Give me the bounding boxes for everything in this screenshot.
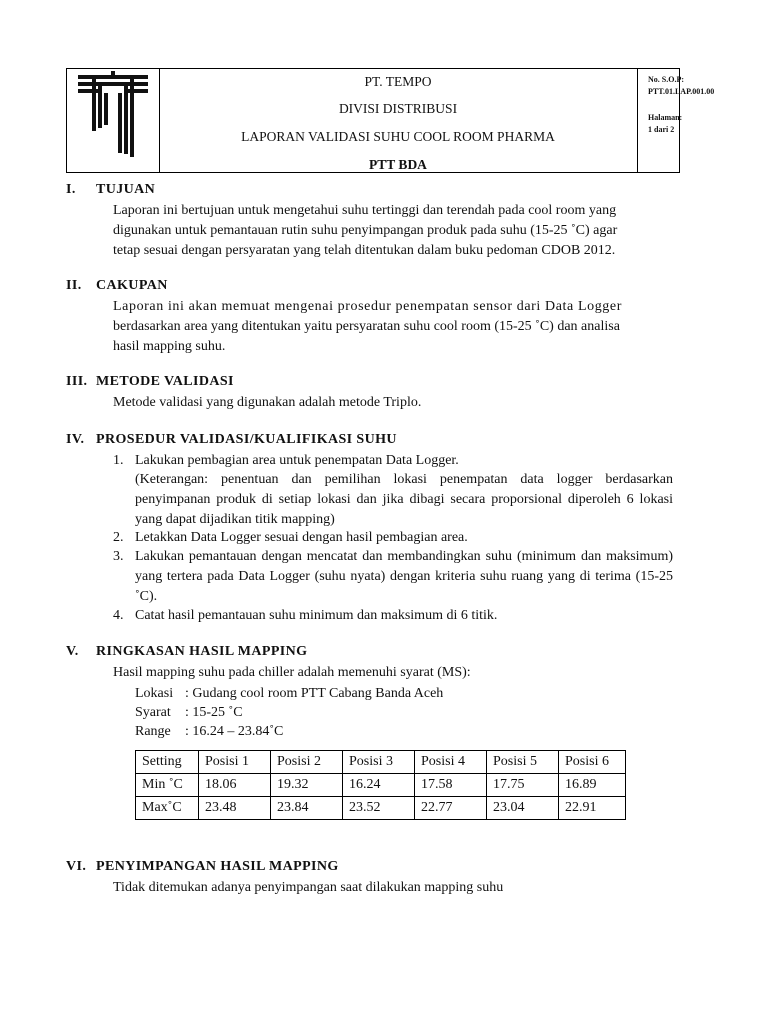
list-text: Catat hasil pemantauan suhu minimum dan maksimum di 6 titik. <box>135 608 498 623</box>
list-text: Lakukan pembagian area untuk penempatan Data Logger. <box>135 453 459 468</box>
report-title: LAPORAN VALIDASI SUHU COOL ROOM PHARMA <box>241 129 555 144</box>
section-number: II. <box>66 278 82 293</box>
company-logo <box>67 69 159 172</box>
logo-cell <box>67 69 160 172</box>
section-title: PENYIMPANGAN HASIL MAPPING <box>96 859 339 874</box>
section-prosedur-heading <box>66 432 397 448</box>
section-title: METODE VALIDASI <box>96 374 234 389</box>
table-cell: 23.04 <box>487 797 559 820</box>
list-text: Letakkan Data Logger sesuai dengan hasil pembagian area. <box>135 530 468 545</box>
table-header-cell: Posisi 3 <box>343 751 415 774</box>
table-header-cell: Posisi 1 <box>199 751 271 774</box>
syarat-label: Syarat <box>135 705 171 720</box>
table-header-cell: Setting <box>136 751 199 774</box>
lokasi-value: : Gudang cool room PTT Cabang Banda Aceh <box>185 686 444 701</box>
table-cell: 23.52 <box>343 797 415 820</box>
section-number: VI. <box>66 859 87 874</box>
section-cakupan-heading <box>66 278 168 294</box>
list-number: 4. <box>113 608 124 623</box>
document-header <box>66 68 715 173</box>
section-title: TUJUAN <box>96 182 156 197</box>
table-cell: 22.77 <box>415 797 487 820</box>
sop-number: PTT.01.LAP.001.00 <box>648 87 715 96</box>
tujuan-line-1: Laporan ini bertujuan untuk mengetahui suhu tertinggi dan terendah pada cool room yang <box>113 203 617 218</box>
list-number: 1. <box>113 453 124 468</box>
section-number: I. <box>66 182 76 197</box>
section-title: RINGKASAN HASIL MAPPING <box>96 644 308 659</box>
header-title-cell <box>159 69 638 172</box>
range-value: : 16.24 – 23.84˚C <box>185 724 284 739</box>
penyimpangan-line-1: Tidak ditemukan adanya penyimpangan saat dilakukan mapping suhu <box>113 880 504 895</box>
division-name: DIVISI DISTRIBUSI <box>338 101 458 116</box>
table-cell: 23.48 <box>199 797 271 820</box>
page-label: Halaman: <box>648 113 683 122</box>
section-metode-heading <box>66 374 234 390</box>
table-cell: Max˚C <box>136 797 199 820</box>
list-text: Lakukan pemantauan dengan mencatat dan membandingkan suhu (minimum dan maksimum) yang tertera pada Data Logger (suhu nyata) dengan kriteria suhu ruang yang di terima (15-25 ˚C). <box>135 549 673 604</box>
sop-label: No. S.O.P: <box>648 75 684 84</box>
table-header-cell: Posisi 5 <box>487 751 559 774</box>
syarat-value: : 15-25 ˚C <box>185 705 243 720</box>
table-cell: Min ˚C <box>136 774 199 797</box>
table-cell: 19.32 <box>271 774 343 797</box>
table-cell: 16.24 <box>343 774 415 797</box>
list-item <box>113 606 673 626</box>
section-penyimpangan-heading <box>66 859 339 875</box>
page-value: 1 dari 2 <box>648 125 675 134</box>
company-name: PT. TEMPO <box>364 74 432 89</box>
section-title: CAKUPAN <box>96 278 168 293</box>
sop-cell <box>638 69 715 172</box>
table-cell: 17.58 <box>415 774 487 797</box>
table-row <box>136 797 626 820</box>
table-header-cell: Posisi 2 <box>271 751 343 774</box>
branch-name: PTT BDA <box>369 157 427 172</box>
range-label: Range <box>135 724 171 739</box>
table-cell: 18.06 <box>199 774 271 797</box>
lokasi-label: Lokasi <box>135 686 174 701</box>
section-number: III. <box>66 374 88 389</box>
tujuan-line-3: tetap sesuai dengan persyaratan yang telah ditentukan dalam buku pedoman CDOB 2012. <box>113 243 616 258</box>
list-text: (Keterangan: penentuan dan pemilihan lokasi penempatan data logger berdasarkan penyimpanan produk di setiap lokasi dan jika dibagi secara proporsional diperoleh 6 lokasi yang dapat dijadikan titik mapping) <box>135 472 673 527</box>
table-header-row <box>136 751 626 774</box>
section-number: IV. <box>66 432 85 447</box>
section-number: V. <box>66 644 79 659</box>
table-header-cell: Posisi 6 <box>559 751 626 774</box>
section-title: PROSEDUR VALIDASI/KUALIFIKASI SUHU <box>96 432 397 447</box>
cakupan-line-1: Laporan ini akan memuat mengenai prosedur penempatan sensor dari Data Logger <box>113 299 622 314</box>
list-item <box>113 451 673 471</box>
list-item <box>113 528 673 548</box>
list-item <box>113 547 673 607</box>
table-cell: 16.89 <box>559 774 626 797</box>
table-cell: 17.75 <box>487 774 559 797</box>
section-ringkasan-heading <box>66 644 307 660</box>
list-item-note <box>113 470 673 530</box>
table-row <box>136 774 626 797</box>
table-cell: 23.84 <box>271 797 343 820</box>
tujuan-line-2: digunakan untuk pemantauan rutin suhu penyimpangan produk pada suhu (15-25 ˚C) agar <box>113 223 618 238</box>
table-header-cell: Posisi 4 <box>415 751 487 774</box>
cakupan-line-2: berdasarkan area yang ditentukan yaitu persyaratan suhu cool room (15-25 ˚C) dan analisa <box>113 319 620 334</box>
metode-line-1: Metode validasi yang digunakan adalah metode Triplo. <box>113 395 422 410</box>
cakupan-line-3: hasil mapping suhu. <box>113 339 226 354</box>
mapping-results-table <box>135 750 626 820</box>
table-cell: 22.91 <box>559 797 626 820</box>
list-number: 2. <box>113 530 124 545</box>
section-tujuan-heading <box>66 182 155 198</box>
ringkasan-intro: Hasil mapping suhu pada chiller adalah memenuhi syarat (MS): <box>113 665 471 680</box>
list-number: 3. <box>113 549 124 564</box>
